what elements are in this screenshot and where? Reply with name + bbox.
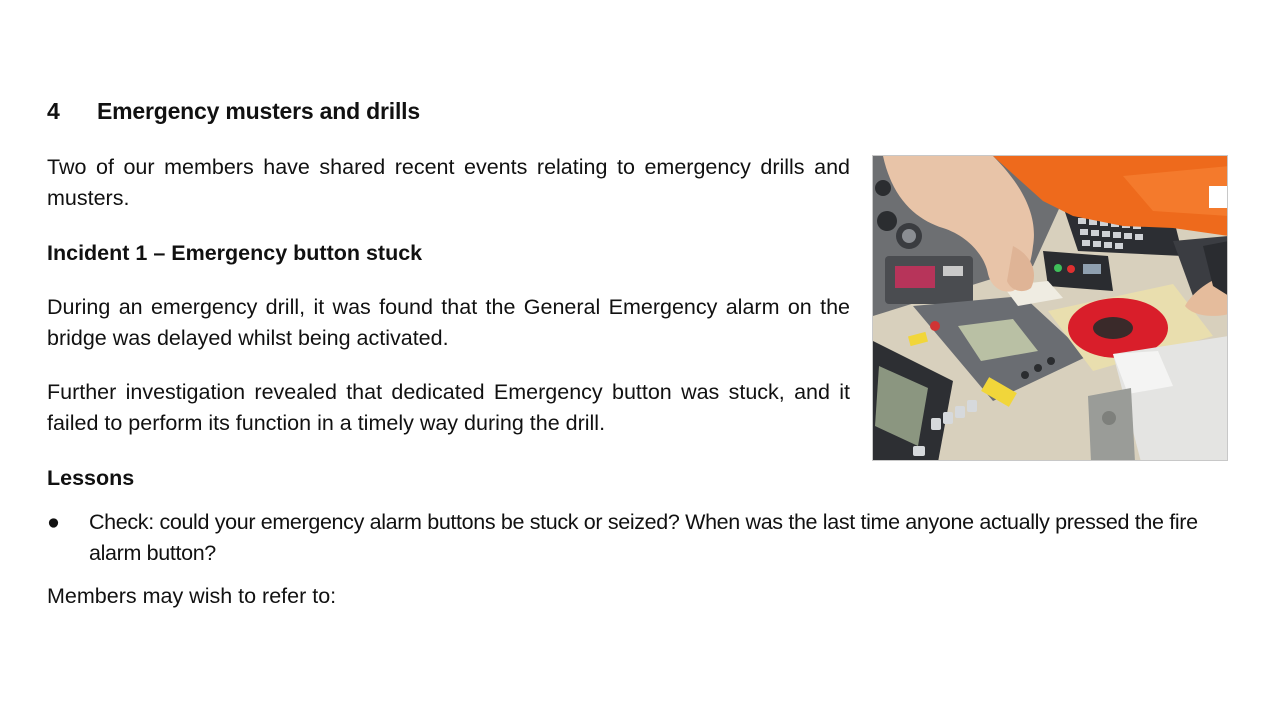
red-led-icon	[1067, 265, 1075, 273]
intro-paragraph: Two of our members have shared recent events relating to emergency drills and musters.	[47, 155, 850, 210]
green-led-icon	[1054, 264, 1062, 272]
section-title: Emergency musters and drills	[97, 98, 420, 124]
bracket-bolt-icon	[1102, 411, 1116, 425]
emergency-alarm-button-center	[1093, 317, 1133, 339]
button-icon	[1034, 364, 1042, 372]
section-number: 4	[47, 98, 60, 124]
button-icon	[1021, 371, 1029, 379]
incident-paragraph-1: During an emergency drill, it was found that the General Emergency alarm on the bridge was delayed whilst being activated.	[47, 295, 850, 350]
panel-display	[895, 266, 935, 288]
lessons-heading: Lessons	[47, 466, 135, 490]
knob-icon	[875, 180, 891, 196]
lessons-bullet-text: Check: could your emergency alarm buttons be stuck or seized? When was the last time anyone actually pressed the fire alarm button?	[89, 510, 1198, 565]
coverall-patch	[1209, 186, 1228, 208]
indicator-module	[1043, 251, 1113, 291]
incident-heading: Incident 1 – Emergency button stuck	[47, 241, 423, 265]
lessons-bullet-item	[47, 507, 1237, 569]
button-icon	[1047, 357, 1055, 365]
knob-icon	[877, 211, 897, 231]
panel-label	[943, 266, 963, 276]
closing-paragraph: Members may wish to refer to:	[47, 584, 337, 608]
bridge-console-photo	[872, 155, 1228, 461]
bullet-icon: ●	[47, 510, 60, 534]
module-display	[1083, 264, 1101, 274]
section-heading	[47, 98, 420, 125]
alarm-led-icon	[930, 321, 940, 331]
knob-icon	[902, 229, 916, 243]
incident-paragraph-2: Further investigation revealed that dedicated Emergency button was stuck, and it failed to perform its function in a timely way during the drill.	[47, 380, 850, 435]
console-illustration	[873, 156, 1228, 461]
